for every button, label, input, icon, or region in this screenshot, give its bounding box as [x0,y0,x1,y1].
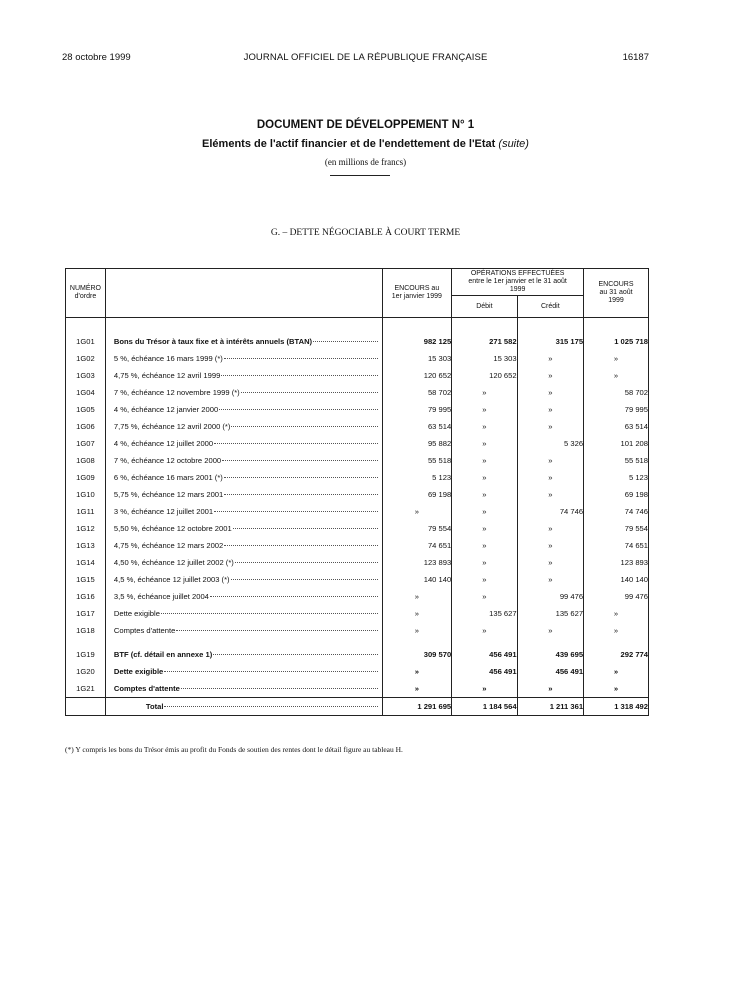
table-row [66,622,649,639]
row-value: » [517,622,583,639]
row-label [106,473,382,482]
col-header-encours-debut: ENCOURS au 1er janvier 1999 [382,269,452,318]
document-title: DOCUMENT DE DÉVELOPPEMENT N° 1 [256,119,475,131]
total-row [66,698,649,716]
row-number: 1G19 [66,646,106,663]
row-value: » [517,554,583,571]
row-value: » [452,452,517,469]
document-subtitle: Eléments de l'actif financier et de l'endettement de l'Etat (suite) [202,138,529,150]
row-value: » [517,452,583,469]
leader-dots [181,688,378,689]
row-value: » [584,622,649,639]
row-value: » [452,469,517,486]
table-row [66,333,649,350]
row-number: 1G03 [66,367,106,384]
leader-dots [210,596,378,597]
total-value: 1 318 492 [584,698,649,716]
row-value: » [452,384,517,401]
row-number: 1G13 [66,537,106,554]
row-label [106,524,382,533]
row-label-text: Dette exigible [113,609,160,618]
spacer-cell [105,318,382,334]
row-value: 140 140 [584,571,649,588]
row-label-cell [105,554,382,571]
row-value: 1 025 718 [584,333,649,350]
col-header-debit: Débit [452,296,517,318]
footnote: (*) Y compris les bons du Trésor émis au profit du Fonds de soutien des rentes dont le détail figure au tableau H. [65,745,403,754]
row-number: 1G09 [66,469,106,486]
gap-row [66,639,649,646]
row-value: 123 893 [584,554,649,571]
row-value: 982 125 [382,333,452,350]
row-label-text: 4,75 %, échéance 12 avril 1999 [113,371,221,380]
row-value: 135 627 [452,605,517,622]
row-value: 456 491 [452,646,517,663]
table-row [66,554,649,571]
row-label [106,541,382,550]
row-value: » [517,486,583,503]
total-label-cell [105,698,382,716]
row-label-text: 6 %, échéance 16 mars 2001 (*) [113,473,223,482]
row-label [106,575,382,584]
row-value: » [452,401,517,418]
table-row [66,384,649,401]
total-label [106,702,382,711]
row-label-text: Comptes d'attente [113,684,180,693]
row-value: 58 702 [382,384,452,401]
row-value: » [517,469,583,486]
row-label [106,388,382,397]
row-label-text: 7 %, échéance 12 octobre 2000 [113,456,222,465]
row-number: 1G04 [66,384,106,401]
row-label [106,507,382,516]
row-label-text: 4,5 %, échéance 12 juillet 2003 (*) [113,575,230,584]
row-value: 123 893 [382,554,452,571]
row-label-text: Comptes d'attente [113,626,176,635]
row-label-text: BTF (cf. détail en annexe 1) [113,650,213,659]
row-value: 271 582 [452,333,517,350]
unit-note: (en millions de francs) [324,157,407,167]
row-value: 95 882 [382,435,452,452]
spacer-cell [452,318,517,334]
table-row [66,680,649,698]
row-value: 74 746 [517,503,583,520]
leader-dots [213,654,377,655]
leader-dots [224,477,378,478]
row-value: » [452,622,517,639]
leader-dots [231,426,377,427]
row-label [106,371,382,380]
table-row [66,401,649,418]
row-label [106,558,382,567]
row-label-cell [105,367,382,384]
leader-dots [222,460,377,461]
row-number: 1G21 [66,680,106,698]
total-value: 1 211 361 [517,698,583,716]
row-value: 69 198 [382,486,452,503]
row-value: 120 652 [382,367,452,384]
leader-dots [224,358,378,359]
row-value: 439 695 [517,646,583,663]
table-row [66,588,649,605]
row-value: » [584,350,649,367]
row-value: » [452,435,517,452]
total-num-cell [66,698,106,716]
row-value: » [452,588,517,605]
row-label [106,626,382,635]
row-number: 1G20 [66,663,106,680]
row-value: 69 198 [584,486,649,503]
row-label [106,592,382,601]
row-value: » [452,418,517,435]
row-label-cell [105,384,382,401]
row-label [106,667,382,676]
table-row [66,486,649,503]
row-label-cell [105,435,382,452]
row-value: 5 326 [517,435,583,452]
row-value: 456 491 [452,663,517,680]
leader-dots [313,341,377,342]
row-label [106,439,382,448]
row-label-cell [105,520,382,537]
leader-dots [224,494,377,495]
table-row [66,503,649,520]
row-value: » [517,384,583,401]
row-label-cell [105,537,382,554]
row-label-text: 4 %, échéance 12 janvier 2000 [113,405,219,414]
row-label-text: 4 %, échéance 12 juillet 2000 [113,439,214,448]
row-value: » [584,605,649,622]
row-label-text: Bons du Trésor à taux fixe et à intérêts annuels (BTAN) [113,337,313,346]
row-value: 74 651 [382,537,452,554]
row-number: 1G14 [66,554,106,571]
row-value: » [452,503,517,520]
row-label-cell [105,605,382,622]
row-label-cell [105,646,382,663]
spacer-cell [584,318,649,334]
table-row [66,663,649,680]
row-value: » [584,663,649,680]
row-label-text: 4,75 %, échéance 12 mars 2002 [113,541,224,550]
row-value: » [517,520,583,537]
row-label [106,354,382,363]
debt-table [65,268,649,716]
row-label-text: Dette exigible [113,667,164,676]
row-label [106,490,382,499]
table-row [66,350,649,367]
col-header-operations: OPÉRATIONS EFFECTUÉES entre le 1er janvier et le 31 août 1999 [452,269,584,296]
row-value: 79 995 [584,401,649,418]
row-label-cell [105,663,382,680]
row-value: » [382,663,452,680]
row-value: 456 491 [517,663,583,680]
gap-cell [517,639,583,646]
leader-dots [176,630,377,631]
row-value: 292 774 [584,646,649,663]
row-number: 1G05 [66,401,106,418]
row-number: 1G17 [66,605,106,622]
row-label [106,650,382,659]
row-value: » [452,486,517,503]
row-label-cell [105,503,382,520]
leader-dots [233,528,378,529]
row-label-text: 7 %, échéance 12 novembre 1999 (*) [113,388,240,397]
leader-dots [241,392,378,393]
row-value: » [382,680,452,698]
row-value: » [584,680,649,698]
row-number: 1G12 [66,520,106,537]
row-value: » [517,418,583,435]
row-value: 5 123 [584,469,649,486]
gap-cell [105,639,382,646]
table-row [66,520,649,537]
table-row [66,452,649,469]
row-number: 1G11 [66,503,106,520]
row-value: » [517,401,583,418]
row-value: » [452,680,517,698]
table-row [66,646,649,663]
row-value: 79 995 [382,401,452,418]
table-row [66,537,649,554]
row-value: » [517,571,583,588]
leader-dots [219,409,377,410]
row-value: 315 175 [517,333,583,350]
total-value: 1 184 564 [452,698,517,716]
row-value: 135 627 [517,605,583,622]
leader-dots [231,579,378,580]
row-label-cell [105,350,382,367]
leader-dots [224,545,377,546]
row-value: 55 518 [584,452,649,469]
row-value: 74 746 [584,503,649,520]
table-row [66,435,649,452]
row-value: 5 123 [382,469,452,486]
row-number: 1G01 [66,333,106,350]
row-label-text: 3 %, échéance 12 juillet 2001 [113,507,214,516]
row-label-cell [105,571,382,588]
row-label-text: 7,75 %, échéance 12 avril 2000 (*) [113,422,231,431]
row-label-text: 5 %, échéance 16 mars 1999 (*) [113,354,223,363]
row-number: 1G10 [66,486,106,503]
section-title: G. – DETTE NÉGOCIABLE À COURT TERME [270,228,461,238]
gap-cell [382,639,452,646]
leader-dots [235,562,378,563]
row-value: » [517,367,583,384]
row-label-cell [105,452,382,469]
row-number: 1G15 [66,571,106,588]
table-row [66,605,649,622]
row-number: 1G16 [66,588,106,605]
leader-dots [164,671,377,672]
row-value: 309 570 [382,646,452,663]
row-value: » [584,367,649,384]
leader-dots [161,613,378,614]
row-label-cell [105,401,382,418]
row-value: 74 651 [584,537,649,554]
title-rule [330,175,390,176]
row-label-text: 5,75 %, échéance 12 mars 2001 [113,490,224,499]
row-label [106,684,382,693]
row-value: 99 476 [584,588,649,605]
gap-cell [452,639,517,646]
row-number: 1G02 [66,350,106,367]
row-number: 1G08 [66,452,106,469]
row-value: » [517,350,583,367]
row-value: 101 208 [584,435,649,452]
spacer-row [66,318,649,334]
row-value: 58 702 [584,384,649,401]
col-header-encours-fin: ENCOURS au 31 août 1999 [584,269,649,318]
table-row [66,418,649,435]
row-label-cell [105,333,382,350]
row-value: » [382,605,452,622]
row-value: » [452,554,517,571]
row-label-text: 3,5 %, échéance juillet 2004 [113,592,209,601]
leader-dots [214,443,377,444]
gap-cell [66,639,106,646]
table-row [66,571,649,588]
row-value: 79 554 [382,520,452,537]
leader-dots [164,706,377,707]
total-value: 1 291 695 [382,698,452,716]
row-value: » [382,588,452,605]
gap-cell [584,639,649,646]
row-label-text: 4,50 %, échéance 12 juillet 2002 (*) [113,558,234,567]
row-value: » [382,503,452,520]
row-value: 15 303 [452,350,517,367]
total-label-text: Total [145,702,164,711]
row-value: 99 476 [517,588,583,605]
row-label-cell [105,469,382,486]
row-label-cell [105,486,382,503]
col-header-label [105,269,382,318]
row-label-cell [105,418,382,435]
row-label [106,405,382,414]
row-value: » [382,622,452,639]
table-row [66,469,649,486]
header-page-number: 16187 [622,52,649,63]
spacer-cell [66,318,106,334]
header-date: 28 octobre 1999 [62,52,131,63]
row-number: 1G07 [66,435,106,452]
row-value: 63 514 [382,418,452,435]
row-value: » [452,571,517,588]
spacer-cell [517,318,583,334]
row-value: » [517,537,583,554]
leader-dots [214,511,377,512]
row-label [106,337,382,346]
col-header-credit: Crédit [517,296,583,318]
row-value: » [452,520,517,537]
table-row [66,367,649,384]
row-label-cell [105,588,382,605]
col-header-num: NUMÉRO d'ordre [66,269,106,318]
row-number: 1G18 [66,622,106,639]
row-label [106,456,382,465]
row-value: 120 652 [452,367,517,384]
row-label-text: 5,50 %, échéance 12 octobre 2001 [113,524,232,533]
row-value: 140 140 [382,571,452,588]
row-label-cell [105,622,382,639]
row-value: 15 303 [382,350,452,367]
row-value: 79 554 [584,520,649,537]
header-journal: JOURNAL OFFICIEL DE LA RÉPUBLIQUE FRANÇAISE [243,52,488,63]
row-value: » [517,680,583,698]
spacer-cell [382,318,452,334]
row-value: 63 514 [584,418,649,435]
row-number: 1G06 [66,418,106,435]
leader-dots [221,375,377,376]
row-label [106,609,382,618]
row-label [106,422,382,431]
row-label-cell [105,680,382,698]
row-value: 55 518 [382,452,452,469]
row-value: » [452,537,517,554]
